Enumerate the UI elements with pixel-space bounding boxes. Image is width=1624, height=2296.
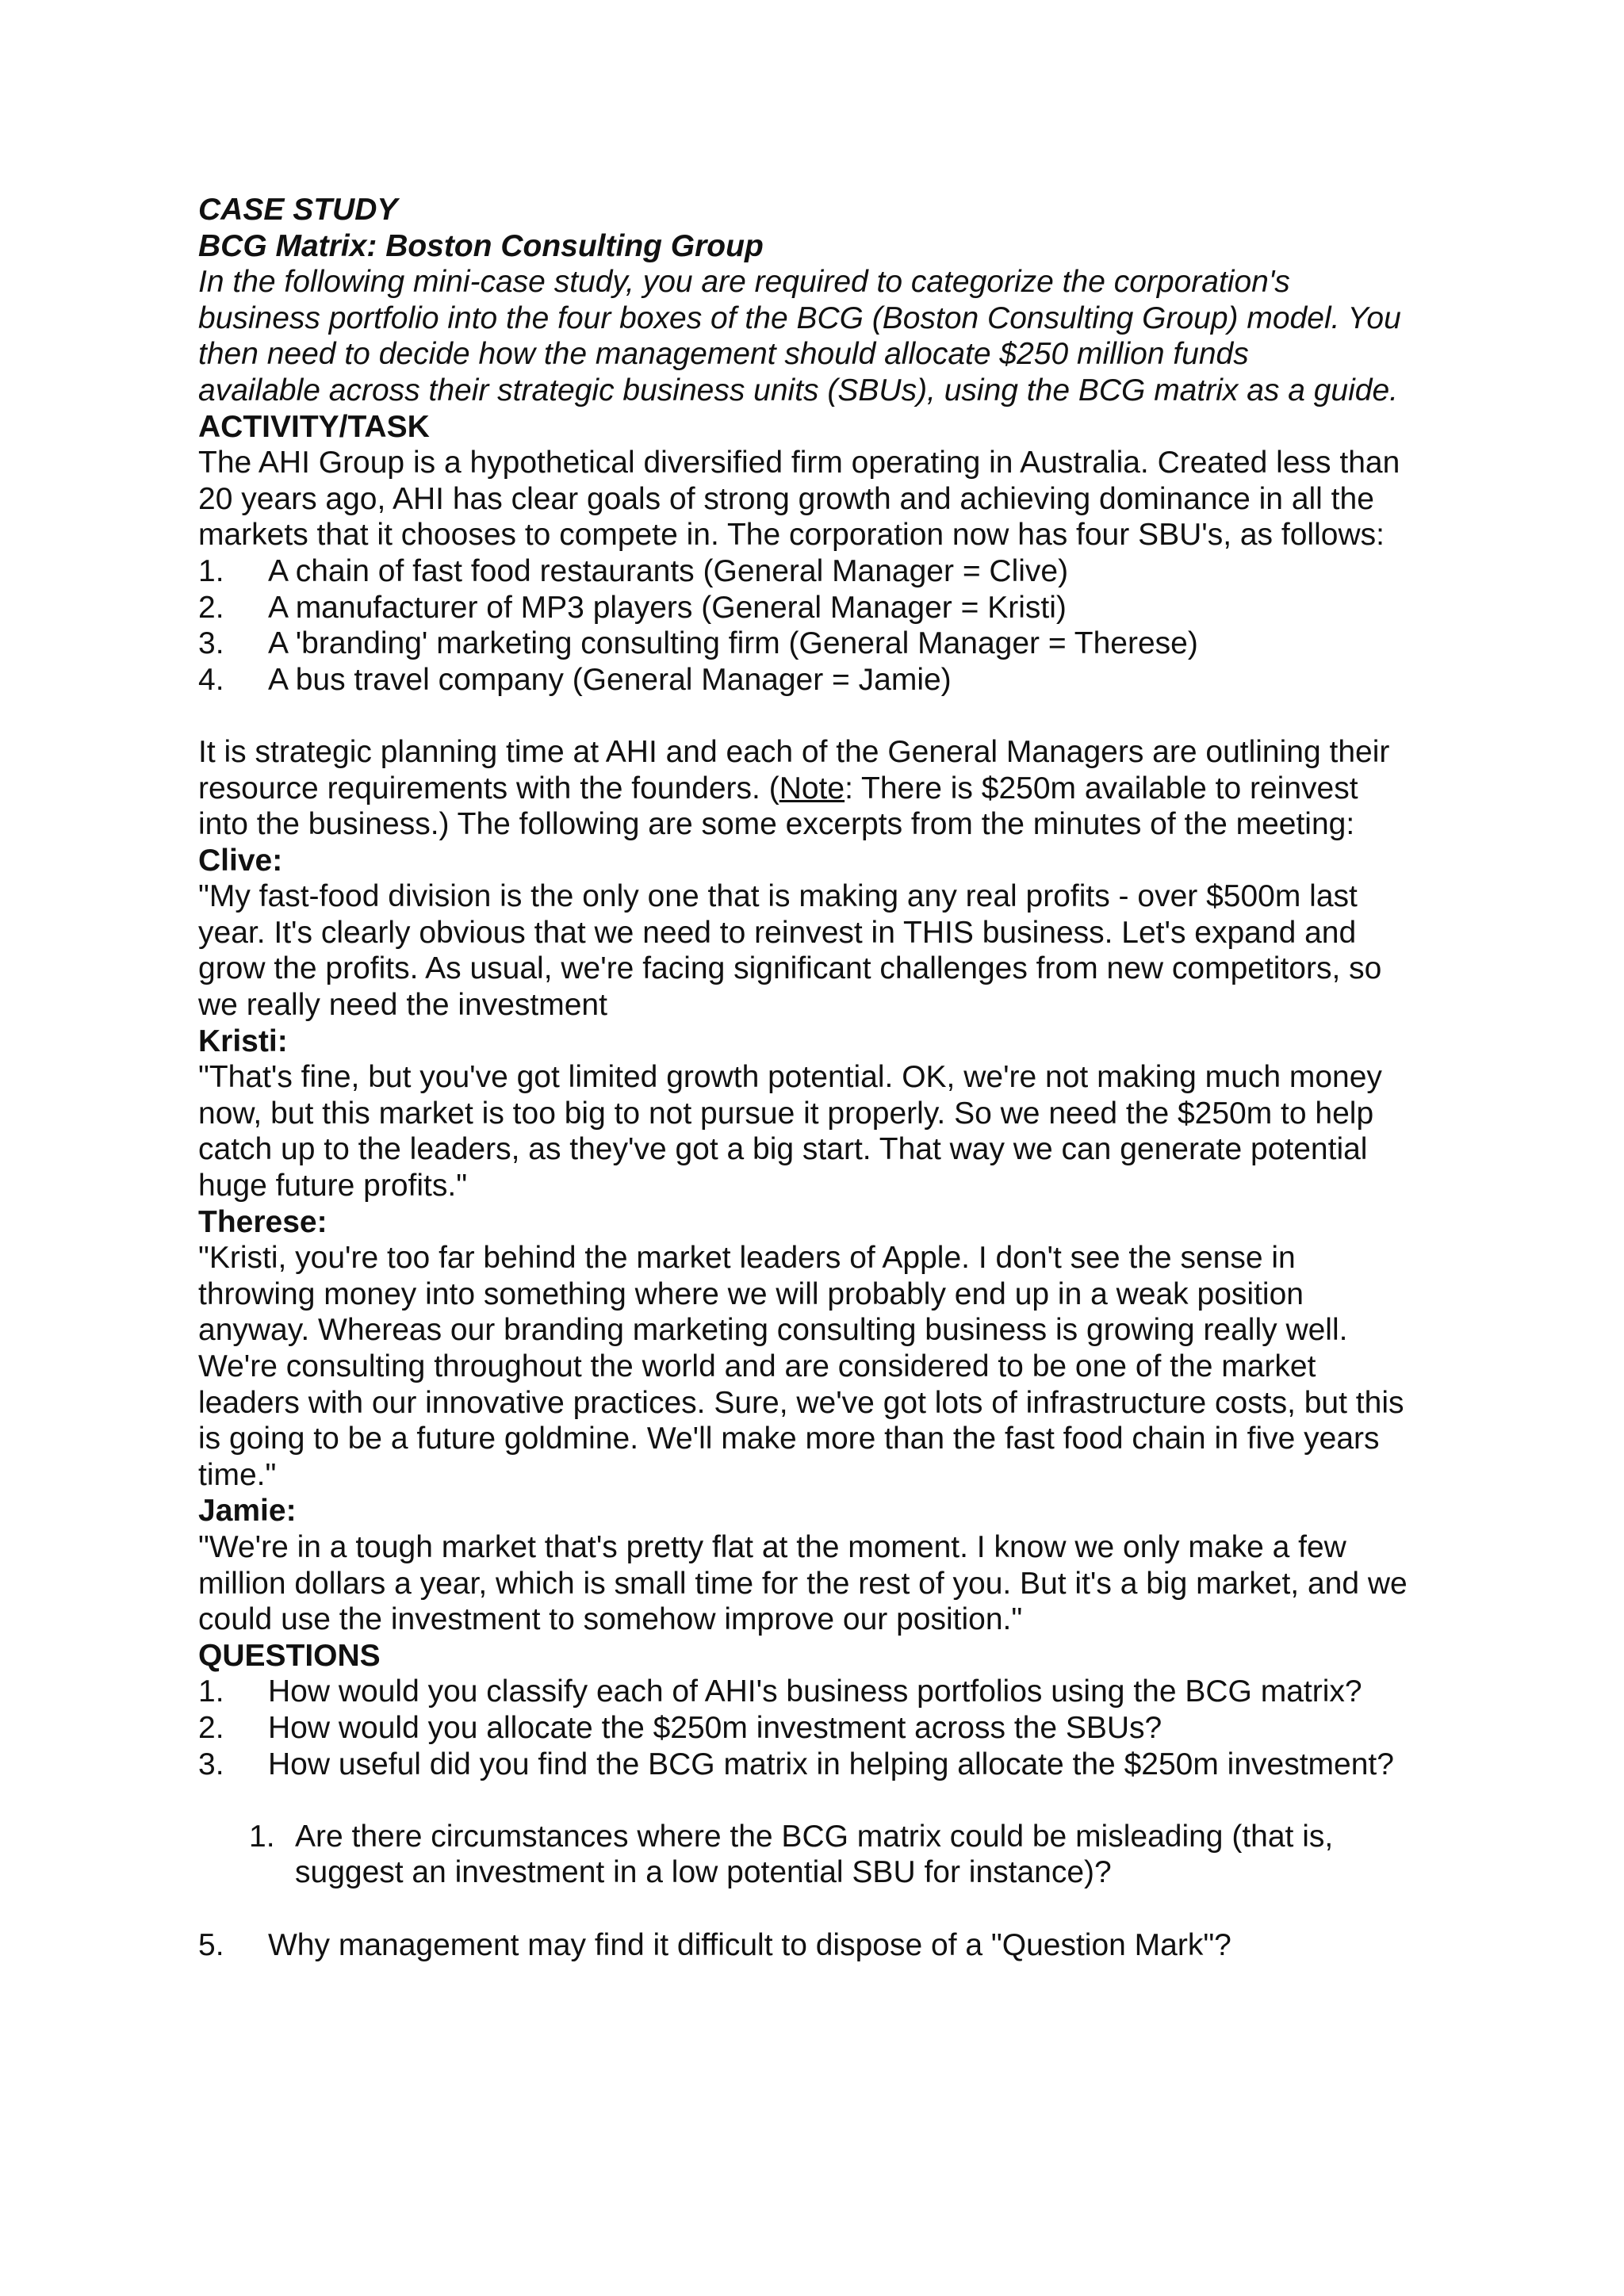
speaker-line: we really need the investment bbox=[198, 988, 607, 1023]
speaker-jamie bbox=[198, 1493, 1451, 1637]
list-item bbox=[198, 553, 1451, 590]
list-text: A bus travel company (General Manager = Jamie) bbox=[268, 662, 952, 697]
list-item bbox=[198, 626, 1451, 662]
list-item bbox=[198, 1819, 1451, 1855]
list-item bbox=[198, 1747, 1451, 1783]
speaker-line: now, but this market is too big to not pursue it properly. So we need the $250m to help bbox=[198, 1096, 1374, 1131]
spacer bbox=[198, 1891, 1451, 1927]
list-number: 1. bbox=[198, 553, 224, 588]
intro-line: then need to decide how the management should allocate $250 million funds bbox=[198, 337, 1249, 372]
list-number: 4. bbox=[198, 662, 224, 697]
list-item bbox=[198, 1927, 1451, 1964]
speaker-line: leaders with our innovative practices. Sure, we've got lots of infrastructure costs, but this bbox=[198, 1385, 1404, 1420]
list-item bbox=[198, 662, 1451, 698]
activity-line: The AHI Group is a hypothetical diversified firm operating in Australia. Created less than bbox=[198, 446, 1400, 480]
speaker-line: "That's fine, but you've got limited growth potential. OK, we're not making much money bbox=[198, 1060, 1382, 1095]
speaker-line: huge future profits." bbox=[198, 1169, 468, 1203]
list-number: 3. bbox=[198, 1747, 224, 1781]
speaker-name: Jamie: bbox=[198, 1494, 297, 1529]
activity-heading: ACTIVITY/TASK bbox=[198, 409, 430, 444]
activity-paragraph bbox=[198, 445, 1451, 553]
speaker-line: "We're in a tough market that's pretty flat at the moment. I know we only make a few bbox=[198, 1529, 1346, 1564]
list-number: 3. bbox=[198, 626, 224, 661]
document-page bbox=[198, 192, 1451, 1963]
speaker-therese bbox=[198, 1204, 1451, 1494]
speaker-name: Therese: bbox=[198, 1204, 327, 1239]
questions-heading: QUESTIONS bbox=[198, 1638, 381, 1673]
speaker-line: We're consulting throughout the world and are considered to be one of the market bbox=[198, 1349, 1316, 1383]
speaker-line: year. It's clearly obvious that we need to reinvest in THIS business. Let's expand and bbox=[198, 915, 1357, 950]
list-number: 1. bbox=[198, 1674, 224, 1709]
speaker-line: grow the profits. As usual, we're facing significant challenges from new competitors, so bbox=[198, 951, 1382, 986]
speaker-line: million dollars a year, which is small time for the rest of you. But it's a big market, and we bbox=[198, 1566, 1408, 1601]
speaker-line: catch up to the leaders, as they've got a big start. That way we can generate potential bbox=[198, 1132, 1368, 1167]
list-text: A 'branding' marketing consulting firm (General Manager = Therese) bbox=[268, 626, 1198, 661]
speaker-line: could use the investment to somehow improve our position." bbox=[198, 1602, 1023, 1637]
speaker-name: Clive: bbox=[198, 843, 283, 878]
spacer bbox=[198, 698, 1451, 734]
case-study-subtitle: BCG Matrix: Boston Consulting Group bbox=[198, 228, 764, 263]
planning-line: It is strategic planning time at AHI and each of the General Managers are outlining their bbox=[198, 734, 1390, 769]
list-text: How would you classify each of AHI's business portfolios using the BCG matrix? bbox=[268, 1674, 1362, 1709]
list-item-continued bbox=[198, 1854, 1451, 1891]
planning-line bbox=[198, 771, 1451, 807]
speaker-line: "Kristi, you're too far behind the market leaders of Apple. I don't see the sense in bbox=[198, 1241, 1296, 1276]
activity-line: 20 years ago, AHI has clear goals of strong growth and achieving dominance in all the bbox=[198, 481, 1374, 516]
planning-text: resource requirements with the founders. ( bbox=[198, 771, 779, 806]
questions-list bbox=[198, 1674, 1451, 1782]
list-text: How would you allocate the $250m investment across the SBUs? bbox=[268, 1710, 1162, 1745]
speaker-line: anyway. Whereas our branding marketing consulting business is growing really well. bbox=[198, 1313, 1348, 1348]
list-number: 2. bbox=[198, 1710, 224, 1745]
list-text: Are there circumstances where the BCG matrix could be misleading (that is, bbox=[295, 1819, 1334, 1854]
intro-paragraph bbox=[198, 264, 1451, 408]
list-text: A chain of fast food restaurants (General Manager = Clive) bbox=[268, 553, 1069, 588]
speaker-clive bbox=[198, 843, 1451, 1024]
speaker-line: is going to be a future goldmine. We'll make more than the fast food chain in five years bbox=[198, 1422, 1380, 1456]
intro-line: In the following mini-case study, you are required to categorize the corporation's bbox=[198, 265, 1290, 300]
list-text: A manufacturer of MP3 players (General Manager = Kristi) bbox=[268, 590, 1067, 625]
activity-line: markets that it chooses to compete in. The corporation now has four SBU's, as follows: bbox=[198, 518, 1385, 553]
list-text: suggest an investment in a low potential SBU for instance)? bbox=[295, 1855, 1112, 1890]
planning-paragraph bbox=[198, 734, 1451, 843]
intro-line: available across their strategic business units (SBUs), using the BCG matrix as a guide. bbox=[198, 373, 1399, 408]
speaker-kristi bbox=[198, 1024, 1451, 1204]
spacer bbox=[198, 1782, 1451, 1819]
sub-question bbox=[198, 1819, 1451, 1891]
case-study-title: CASE STUDY bbox=[198, 193, 398, 227]
speaker-line: "My fast-food division is the only one that is making any real profits - over $500m last bbox=[198, 879, 1358, 914]
list-number: 2. bbox=[198, 590, 224, 625]
note-label: Note bbox=[779, 771, 845, 806]
speaker-line: throwing money into something where we will probably end up in a weak position bbox=[198, 1276, 1304, 1311]
intro-line: business portfolio into the four boxes of the BCG (Boston Consulting Group) model. You bbox=[198, 300, 1401, 335]
list-text: Why management may find it difficult to dispose of a "Question Mark"? bbox=[268, 1927, 1231, 1962]
list-item bbox=[198, 1710, 1451, 1747]
list-number: 5. bbox=[198, 1927, 224, 1962]
planning-text: : There is $250m available to reinvest bbox=[845, 771, 1358, 806]
speaker-line: time." bbox=[198, 1457, 277, 1492]
list-text: How useful did you find the BCG matrix in helping allocate the $250m investment? bbox=[268, 1747, 1394, 1781]
speaker-name: Kristi: bbox=[198, 1024, 288, 1058]
sbu-list bbox=[198, 553, 1451, 698]
list-item bbox=[198, 1674, 1451, 1710]
planning-line: into the business.) The following are some excerpts from the minutes of the meeting: bbox=[198, 807, 1355, 842]
list-item bbox=[198, 590, 1451, 626]
list-number: 1. bbox=[249, 1819, 275, 1854]
